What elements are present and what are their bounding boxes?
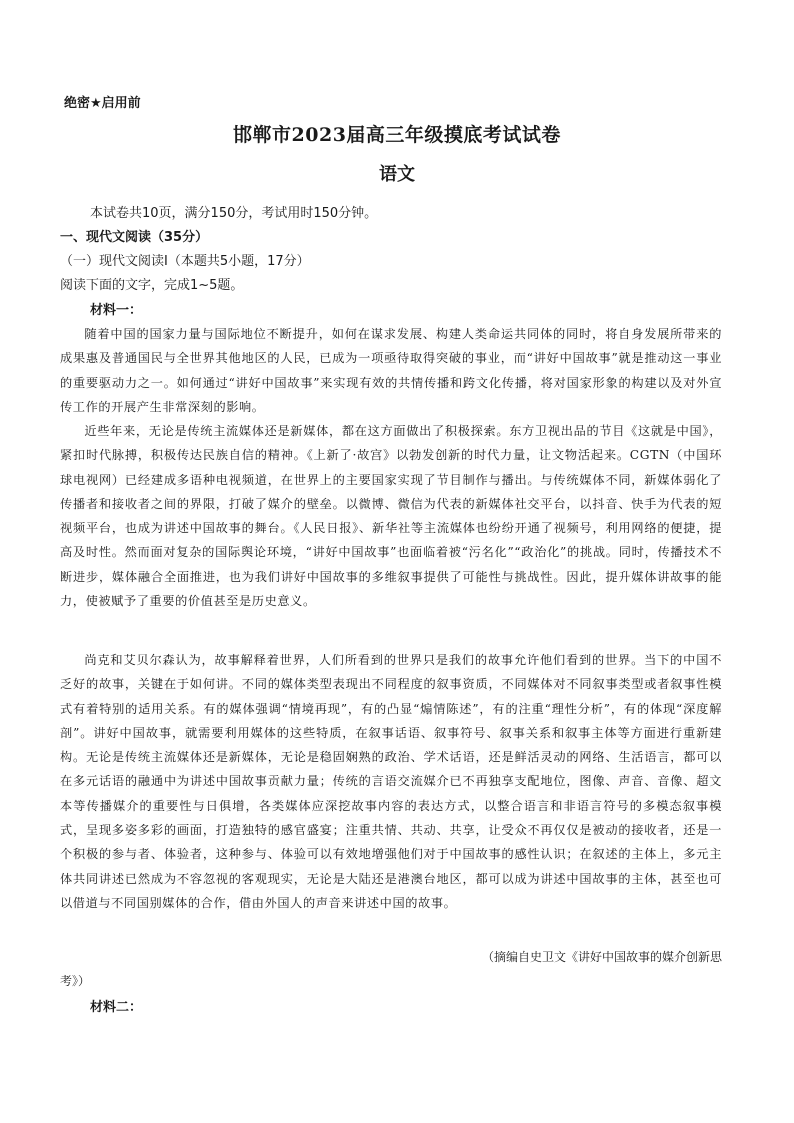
confidential-mark: 绝密★启用前 — [64, 96, 141, 111]
part-heading: （一）现代文阅读Ⅰ（本题共5小题，17分） — [60, 254, 310, 269]
material-1-paragraph-2: 近些年来，无论是传统主流媒体还是新媒体，都在这方面做出了积极探索。东方卫视出品的节目《这就是中国》，紧扣时代脉搏，积极传达民族自信的精神。《上新了·故宫》以勃发创新的时代力量，让文物活起来。CGTN（中国环球电视网）已经建成多语种电视频道，在世界上的主要国家实现了节目制作与播出。与传统媒体不同，新媒体弱化了传播者和接收者之间的界限，打破了媒介的壁垒。以微博、微信为代表的新媒体社交平台，以抖音、快手为代表的短视频平台，也成为讲述中国故事的舞台。《人民日报》、新华社等主流媒体也纷纷开通了视频号，利用网络的便捷，提高及时性。然而面对复杂的国际舆论环境，“讲好中国故事”也面临着被“污名化”“政治化”的挑战。同时，传播技术不断进步，媒体融合全面推进，也为我们讲好中国故事的多维叙事提供了可能性与挑战性。因此，提升媒体讲故事的能力，使被赋予了重要的价值甚至是历史意义。 — [60, 424, 722, 609]
reading-instruction: 阅读下面的文字，完成1~5题。 — [60, 278, 244, 293]
exam-title: 邯郸市2023届高三年级摸底考试试卷 — [233, 124, 561, 146]
source-line-1: （摘编自史卫文《讲好中国故事的媒介创新思 — [481, 950, 722, 964]
material-1-source — [60, 945, 722, 993]
material-1-paragraph-1: 随着中国的国家力量与国际地位不断提升，如何在谋求发展、构建人类命运共同体的同时，将自身发展所带来的成果惠及普通国民与全世界其他地区的人民，已成为一项亟待取得突破的事业，而“讲好中国故事”就是推动这一事业的重要驱动力之一。如何通过“讲好中国故事”来实现有效的共情传播和跨文化传播，将对国家形象的构建以及对外宣传工作的开展产生非常深刻的影响。 — [60, 327, 722, 414]
section-heading: 一、现代文阅读（35分） — [60, 230, 209, 245]
material-2-label: 材料二： — [90, 1000, 143, 1015]
material-1-label: 材料一： — [90, 303, 143, 318]
exam-intro: 本试卷共10页，满分150分，考试用时150分钟。 — [90, 206, 378, 221]
subject-title: 语文 — [379, 164, 415, 185]
material-1-paragraph-3: 尚克和艾贝尔森认为，故事解释着世界，人们所看到的世界只是我们的故事允许他们看到的世界。当下的中国不乏好的故事，关键在于如何讲。不同的媒体类型表现出不同程度的叙事资质，不同媒体对不同叙事类型或者叙事性模式有着特别的适用关系。有的媒体强调“情境再现”，有的凸显“煽情陈述”，有的注重“理性分析”，有的体现“深度解剖”。讲好中国故事，就需要利用媒体的这些特质，在叙事话语、叙事符号、叙事关系和叙事主体等方面进行重新建构。无论是传统主流媒体还是新媒体，无论是稳固娴熟的政治、学术话语，还是鲜活灵动的网络、生活语言，都可以在多元话语的融通中为讲述中国故事贡献力量；传统的言语交流媒介已不再独享支配地位，图像、声音、音像、超文本等传播媒介的重要性与日俱增，各类媒体应深挖故事内容的表达方式，以整合语言和非语言符号的多模态叙事模式，呈现多姿多彩的画面，打造独特的感官盛宴；注重共情、共动、共享，让受众不再仅仅是被动的接收者，还是一个积极的参与者、体验者，这种参与、体验可以有效地增强他们对于中国故事的感性认识；在叙述的主体上，多元主体共同讲述已然成为不容忽视的客观现实，无论是大陆还是港澳台地区，都可以成为讲述中国故事的主体，甚至也可以借道与不同国别媒体的合作，借由外国人的声音来讲述中国的故事。 — [60, 653, 722, 910]
source-line-2: 考》） — [60, 974, 91, 988]
